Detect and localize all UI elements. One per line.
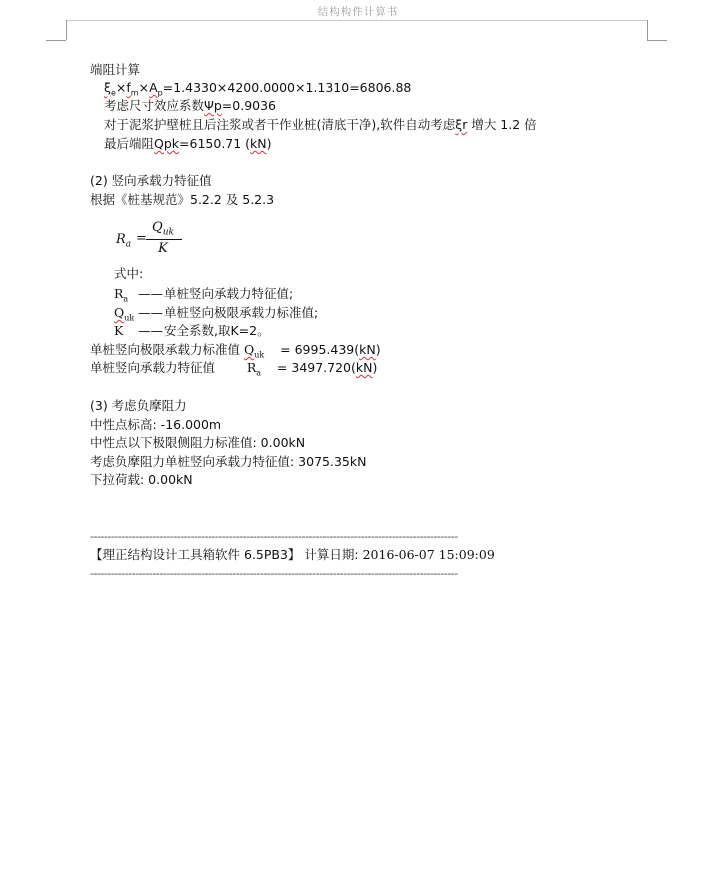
formula-ra: $R_a$ [116,232,132,250]
footer-divider-top: ---------------------------------------------------------------------------------------------------------- [90,530,458,543]
result-ra: 单桩竖向承载力特征值 $R_a$ = 3497.720(kN) [90,360,378,378]
page-header [0,0,716,22]
def-quk: $Q_{uk}$ ——单桩竖向极限承载力标准值; [114,305,319,323]
crop-mark-right [647,20,648,40]
quk-symbol: $Q_{uk}$ [244,342,265,360]
section-title-end-resistance: 端阻计算 [90,62,141,77]
header-title: 结构构件计算书 [317,6,399,18]
end-resistance-formula: $\xi_e\times f_m\times A_p=1.4330\times 4200.0000\times 1.1310=6806.88$ [104,80,412,98]
def-ra: $R_a$ ——单桩竖向承载力特征值; [114,286,294,304]
section-title-vertical-capacity: (2) 竖向承载力特征值 [90,173,212,188]
calc-date: 2016-06-07 15:09:09 [362,547,495,562]
footer-divider-bottom: ---------------------------------------------------------------------------------------------------------- [90,567,458,580]
kn-unit: kN [250,136,267,151]
formula-values: =1.4330×4200.0000×1.1310=6806.88 [162,80,412,95]
note-line: 对于泥浆护壁桩且后注浆或者干作业桩(清底干净),软件自动考虑ξr 增大 1.2 倍 [104,117,537,132]
downdrag-load: 下拉荷载: 0.00kN [90,472,193,487]
ra-symbol: $R_a$ [246,360,262,378]
formula-denominator: K [158,241,168,256]
capacity-with-negative-friction: 考虑负摩阻力单桩竖向承载力特征值: 3075.35kN [90,454,367,469]
xi-r-symbol: ξr [455,117,468,132]
a-symbol: $A_p$ [149,80,163,98]
xi-symbol: $\xi_e$ [104,80,116,98]
crop-mark-right-h [647,40,667,41]
def-k: K ——安全系数,取K=2。 [114,323,270,338]
formula-equals: = [136,231,147,246]
result-quk: 单桩竖向极限承载力标准值 $Q_{uk}$ = 6995.439(kN) [90,342,381,360]
qpk-symbol: Qpk [154,136,180,151]
where-label: 式中: [114,266,144,281]
code-basis: 根据《桩基规范》5.2.2 及 5.2.3 [90,192,275,207]
fraction-bar [146,239,182,240]
header-rule [66,20,648,21]
crop-mark-left [66,20,67,40]
side-resistance-below: 中性点以下极限侧阻力标准值: 0.00kN [90,435,306,450]
software-footer [90,547,495,563]
software-name: 【理正结构设计工具箱软件 6.5PB3】 [90,547,301,562]
crop-mark-left-h [46,40,66,41]
final-end-resistance: 最后端阻Qpk=6150.71 (kN) [104,136,272,151]
f-symbol: $f_m$ [126,80,139,98]
date-label: 计算日期: [304,547,359,562]
capacity-formula [116,220,186,260]
formula-numerator: $Q_{uk}$ [152,220,174,238]
neutral-point-elevation: 中性点标高: -16.000m [90,417,222,432]
section-title-negative-friction: (3) 考虑负摩阻力 [90,398,187,413]
psi-symbol: Ψp [204,98,222,113]
size-effect-line: 考虑尺寸效应系数Ψp=0.9036 [104,98,277,113]
